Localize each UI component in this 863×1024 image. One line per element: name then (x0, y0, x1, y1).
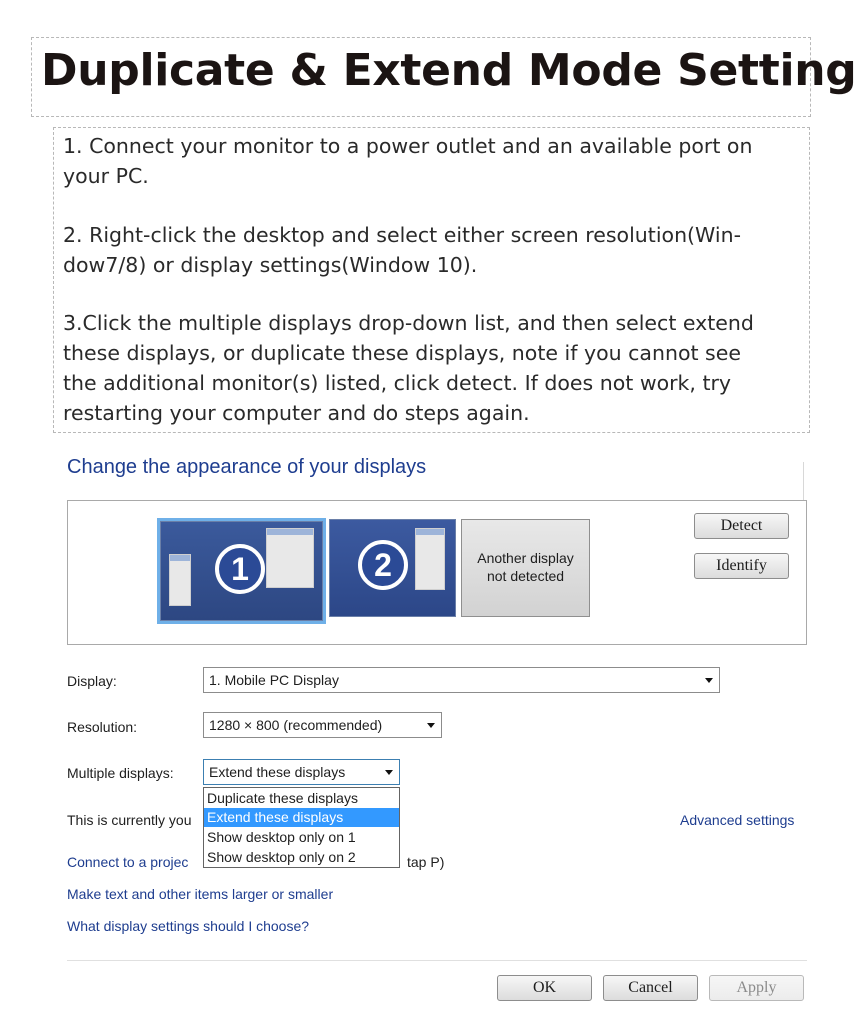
dialog-heading: Change the appearance of your displays (67, 456, 427, 478)
step-3-line-3: the additional monitor(s) listed, click detect. If does not work, try (63, 371, 732, 395)
ok-button[interactable]: OK (497, 975, 592, 1001)
step-2-line-1: 2. Right-click the desktop and select either screen resolution(Win- (63, 223, 741, 247)
dropdown-option-duplicate[interactable]: Duplicate these displays (207, 790, 358, 806)
apply-button[interactable]: Apply (709, 975, 804, 1001)
step-3-line-1: 3.Click the multiple displays drop-down list, and then select extend (63, 311, 754, 335)
step-1-line-2: your PC. (63, 164, 149, 188)
display-label: Display: (67, 673, 117, 689)
not-detected-label (461, 549, 590, 585)
resolution-select-value: 1280 × 800 (recommended) (209, 717, 383, 733)
multiple-displays-select-value: Extend these displays (209, 764, 346, 780)
step-2 (63, 220, 803, 280)
step-3-line-4: restarting your computer and do steps again. (63, 401, 530, 425)
resolution-label: Resolution: (67, 719, 138, 735)
monitor-2-number: 2 (358, 540, 408, 590)
dialog-divider (803, 462, 804, 500)
dropdown-option-show-only-2[interactable]: Show desktop only on 2 (207, 849, 356, 865)
step-3-line-2: these displays, or duplicate these displays, note if you cannot see (63, 341, 741, 365)
not-detected-line-2: not detected (486, 568, 565, 584)
page-title: Duplicate & Extend Mode Setting (41, 45, 857, 96)
step-1-line-1: 1. Connect your monitor to a power outlet and an available port on (63, 134, 753, 158)
chevron-down-icon (705, 678, 713, 683)
monitor-1-number: 1 (215, 544, 265, 594)
display-select-value: 1. Mobile PC Display (209, 672, 339, 688)
cancel-button[interactable]: Cancel (603, 975, 698, 1001)
chevron-down-icon (385, 770, 393, 775)
not-detected-line-1: Another display (477, 550, 574, 566)
monitor-2-window (415, 528, 445, 590)
resolution-select[interactable] (203, 712, 442, 738)
step-1 (63, 131, 803, 191)
multiple-displays-select[interactable] (203, 759, 400, 785)
step-3 (63, 308, 803, 428)
multiple-displays-dropdown (203, 787, 400, 868)
multiple-displays-label: Multiple displays: (67, 765, 174, 781)
connect-projector-link[interactable]: Connect to a projec (67, 854, 189, 870)
identify-button[interactable]: Identify (694, 553, 789, 579)
connect-projector-link-tail: tap P) (407, 854, 445, 870)
current-display-text: This is currently you (67, 812, 192, 828)
dropdown-option-extend[interactable]: Extend these displays (204, 808, 399, 827)
monitor-1-window-right (266, 528, 314, 588)
text-size-link[interactable]: Make text and other items larger or smaller (67, 886, 334, 902)
monitor-1-window-left (169, 554, 191, 606)
footer-separator (67, 960, 807, 961)
advanced-settings-link[interactable]: Advanced settings (680, 812, 795, 828)
display-select[interactable] (203, 667, 720, 693)
chevron-down-icon (427, 723, 435, 728)
dropdown-option-show-only-1[interactable]: Show desktop only on 1 (207, 829, 356, 845)
monitor-1-tile[interactable] (160, 521, 323, 621)
detect-button[interactable]: Detect (694, 513, 789, 539)
monitor-2-tile[interactable] (329, 519, 456, 617)
step-2-line-2: dow7/8) or display settings(Window 10). (63, 253, 478, 277)
display-settings-help-link[interactable]: What display settings should I choose? (67, 918, 310, 934)
